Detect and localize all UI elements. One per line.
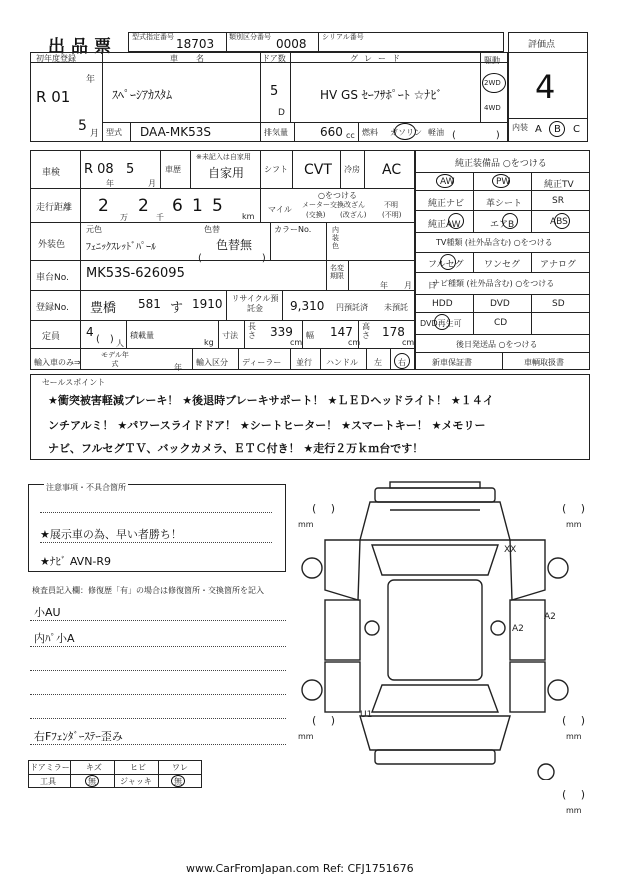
month-unit: 月	[90, 129, 100, 139]
car-name-label: 車名	[170, 54, 222, 63]
ac-label: 冷房	[344, 165, 360, 174]
mileage-opt-swap-sub: (交換)	[306, 211, 326, 219]
length-value: 339	[270, 325, 293, 339]
sales-points-label: セールスポイント	[42, 378, 106, 387]
inspector-line-6: 右Fﾌｪﾝﾀﾞｰｽﾃｰ歪み	[34, 730, 123, 743]
dims-label: 寸法	[222, 331, 238, 340]
car-name: ｽﾍﾟｰｼｱｶｽﾀﾑ	[112, 88, 173, 102]
fuel-other-bracket: ( )	[452, 130, 500, 141]
fuel-gas: ガソリン	[390, 128, 422, 137]
mileage-d1: 2	[98, 196, 109, 216]
navi-sd: SD	[552, 299, 565, 309]
navi-cd: CD	[494, 318, 508, 328]
navi-dvd-play-circle	[434, 314, 450, 330]
handle-left: 左	[374, 358, 382, 367]
model-value: DAA-MK53S	[140, 125, 211, 139]
import-label: 輸入車のみ⇒	[34, 358, 81, 367]
class-no: 0008	[276, 37, 307, 51]
shaken-label: 車検	[42, 168, 61, 178]
fuel-gas-circle	[394, 123, 416, 140]
mark-xx: XX	[504, 545, 517, 555]
equip-pw: PW	[496, 177, 511, 187]
tools-h2: キズ	[86, 763, 102, 772]
height-value: 178	[382, 325, 405, 339]
notes-line-1: ★展示車の為、早い者勝ち！	[40, 528, 182, 541]
bracket-spare: ( )	[562, 788, 586, 801]
door-suffix: D	[278, 108, 285, 118]
type-no-label: 型式指定番号	[132, 33, 174, 41]
notes-line-2: ★ﾅﾋﾞ AVN-R9	[40, 555, 112, 568]
shift-value: CVT	[304, 162, 332, 178]
tv-title: TV種類 (社外品含む) ○をつける	[436, 238, 553, 247]
equip-sr: SR	[552, 196, 564, 206]
equip-airbag: エアB	[490, 220, 515, 230]
notes-label: 注意事項・不具合箇所	[46, 483, 126, 492]
load-label: 積載量	[130, 331, 154, 340]
use-note: ※未記入は自家用	[196, 153, 251, 161]
grade-label: グレード	[350, 54, 406, 63]
score-label: 評価点	[528, 40, 556, 50]
displacement-label: 排気量	[264, 128, 288, 137]
km-unit: km	[242, 212, 255, 221]
score-value: 4	[535, 68, 556, 106]
tools-jack-value: 無	[174, 777, 182, 786]
handle-right: 右	[398, 358, 406, 367]
tv-oneseg: ワンセグ	[484, 260, 521, 270]
shaken-era: R 08	[84, 162, 114, 177]
navi-hdd: HDD	[432, 299, 453, 309]
mark-a2-center: A2	[512, 624, 524, 634]
doors-label: ドア数	[262, 54, 286, 63]
use-value: 自家用	[208, 166, 245, 180]
type-no: 18703	[176, 37, 215, 51]
inspector-label: 検査員記入欄：修復歴「有」の場合は修復箇所・交換箇所を記入	[32, 586, 264, 595]
drive-2wd-circle	[482, 73, 506, 93]
model-label: 型式	[106, 128, 122, 137]
mileage-opt-unknown: 不明	[384, 201, 398, 209]
tools-tool-value: 無	[88, 777, 96, 786]
color-no-label: カラーNo.	[274, 225, 312, 234]
car-diagram	[300, 480, 570, 780]
model-year-unit: 年	[174, 363, 182, 372]
use-label: 車歴	[165, 165, 181, 174]
shaken-month-unit: 月	[148, 179, 156, 188]
docs-title: 後日発送品 ○をつける	[456, 340, 538, 349]
mileage-opt-tamper: 改ざん	[344, 201, 365, 209]
name-change-date: 年 月 日	[380, 281, 436, 290]
width-cm: cm	[348, 338, 361, 347]
mileage-opt-mile: マイル	[268, 205, 292, 214]
import-dealer: ディーラー	[242, 358, 282, 367]
reg-kana: す	[170, 301, 184, 316]
mark-a2-right: A2	[544, 612, 556, 622]
mileage-d2: 2	[138, 196, 149, 216]
first-reg-era: R 01	[36, 88, 71, 106]
kg-unit: kg	[204, 338, 214, 347]
handle-right-circle	[394, 353, 410, 369]
navi-dvd: DVD	[490, 299, 510, 309]
inspector-line-2: 内ﾊﾟ小A	[34, 632, 75, 645]
recycle-value: 9,310	[290, 299, 325, 313]
equip-abs: ABS	[550, 217, 568, 227]
reg-num: 1910	[192, 297, 223, 311]
navi-dvd-play: DVD再生可	[420, 319, 462, 328]
mileage-opt-swap: メーター交換	[302, 201, 344, 209]
tv-fullseg-circle	[440, 254, 456, 270]
repaint-value: 色替無	[216, 238, 253, 252]
mileage-note: ○をつける	[318, 191, 357, 200]
equip-leather: 革シート	[486, 199, 523, 209]
ext-color-label: 外装色	[38, 240, 66, 250]
drive-4wd: 4WD	[484, 104, 501, 112]
recycle-none: 未預託	[384, 303, 408, 312]
interior-c: C	[573, 124, 580, 135]
mileage-opt-tamper-sub: (改ざん)	[340, 211, 367, 219]
bracket-fl: ( )	[312, 502, 336, 515]
length-cm: cm	[290, 338, 303, 347]
fuel-kei: 軽油	[428, 128, 444, 137]
mm-fr: mm	[566, 520, 582, 529]
interior-label: 内装	[512, 123, 528, 132]
mileage-d5: 5	[212, 196, 223, 216]
bracket-rl: ( )	[312, 714, 336, 727]
length-label: 長さ	[248, 322, 256, 340]
bracket-rr: ( )	[562, 714, 586, 727]
fuel-label: 燃料	[362, 128, 378, 137]
mileage-opt-unknown-sub: (不明)	[382, 211, 402, 219]
man-unit: 万	[120, 213, 128, 222]
first-reg-label: 初年度登録	[36, 54, 76, 63]
first-reg-month: 5	[78, 118, 87, 134]
thousand-unit: 千	[156, 213, 164, 222]
tools-tool-circle	[85, 775, 99, 787]
capacity-label: 定員	[42, 332, 61, 342]
drive-2wd: 2WD	[484, 79, 501, 87]
equip-title: 純正装備品 ○をつける	[455, 159, 547, 169]
serial-label: シリアル番号	[322, 33, 364, 41]
mileage-label: 走行距離	[36, 203, 73, 213]
shaken-year-unit: 年	[106, 179, 114, 188]
bracket-fr: ( )	[562, 502, 586, 515]
reg-label: 登録No.	[36, 303, 69, 313]
equip-navi: 純正ナビ	[428, 199, 465, 209]
repaint-label: 色替	[204, 225, 220, 234]
recycle-label: リサイクル預託金	[231, 294, 279, 313]
shaken-month: 5	[126, 162, 135, 177]
equip-tv: 純正TV	[544, 180, 574, 190]
equip-aero: 純正AW	[428, 220, 461, 230]
tools-h1: ドアミラー	[30, 763, 70, 772]
person-unit: 人	[116, 339, 124, 348]
mm-spare: mm	[566, 806, 582, 815]
navi-title: ナビ種類 (社外品含む) ○をつける	[432, 279, 555, 288]
mark-u1: U1	[360, 710, 373, 720]
tv-fullseg: フルセグ	[428, 260, 464, 270]
footer-url[interactable]: www.CarFromJapan.com Ref: CFJ1751676	[186, 862, 414, 875]
mileage-d4: 1	[192, 196, 203, 216]
import-class-label: 輸入区分	[196, 358, 228, 367]
docs-warranty: 新車保証書	[432, 358, 472, 367]
capacity-value: 4	[86, 325, 94, 339]
year-unit: 年	[86, 75, 96, 85]
docs-manual: 車輌取扱書	[524, 358, 564, 367]
mm-rl: mm	[298, 732, 314, 741]
page-title: 出品票	[48, 37, 117, 57]
width-value: 147	[330, 325, 353, 339]
tools-h3: ヒビ	[130, 763, 146, 772]
tv-analog: アナログ	[540, 260, 577, 270]
sales-line-3: ナビ、フルセグＴＶ、バックカメラ、ＥＴＣ付き！ ★走行２万ｋｍ台です！	[48, 442, 424, 455]
handle-label: ハンドル	[326, 358, 358, 367]
chassis-label: 車台No.	[36, 273, 69, 283]
import-parallel: 並行	[296, 358, 312, 367]
chassis-value: MK53S-626095	[86, 266, 185, 281]
shift-label: シフト	[264, 165, 288, 174]
recycle-unit: 円預託済	[336, 303, 368, 312]
tools-jack-label: ジャッキ	[120, 777, 152, 786]
height-label: 高さ	[362, 322, 370, 340]
trim-label: 内装色	[332, 226, 339, 250]
cc-unit: cc	[346, 131, 355, 140]
capacity-paren: ( )	[96, 334, 114, 345]
grade-value: HV GS ｾｰﾌｻﾎﾟｰﾄ ☆ﾅﾋﾞ	[320, 88, 443, 102]
tools-h4: ワレ	[172, 763, 188, 772]
model-year-label: モデル年式	[101, 351, 129, 368]
interior-b: B	[554, 124, 561, 135]
height-cm: cm	[402, 338, 415, 347]
mm-rr: mm	[566, 732, 582, 741]
equip-aw-circle	[436, 174, 454, 188]
equip-abs-circle	[554, 213, 570, 229]
tools-jack-circle	[171, 775, 185, 787]
sales-line-2: ンチアルミ！ ★パワースライドドア！ ★シートヒーター！ ★スマートキー！ ★メモリー	[48, 419, 486, 432]
name-change-label: 名変期限	[330, 264, 344, 280]
tools-tool-label: 工具	[40, 777, 56, 786]
mileage-d3: 6	[172, 196, 183, 216]
sales-line-1: ★衝突被害軽減ブレーキ！ ★後退時ブレーキサポート！ ★ＬＥＤヘッドライト！ ★１４イ	[48, 394, 494, 407]
interior-b-circle	[549, 121, 565, 137]
equip-airbag-circle	[502, 213, 518, 229]
reg-city: 豊橋	[90, 301, 117, 316]
orig-color-label: 元色	[86, 225, 102, 234]
drive-label: 駆動	[484, 56, 500, 65]
repaint-bracket: ( )	[198, 253, 266, 264]
ext-color-value: ﾌｪﾆｯｸｽﾚｯﾄﾞﾊﾟｰﾙ	[86, 242, 156, 253]
displacement-value: 660	[320, 125, 343, 139]
mm-fl: mm	[298, 520, 314, 529]
doors-value: 5	[270, 84, 279, 99]
interior-a: A	[535, 124, 542, 135]
equip-aw: AW	[440, 177, 455, 187]
equip-aero-circle	[448, 213, 464, 229]
class-no-label: 類別区分番号	[229, 33, 271, 41]
reg-class: 581	[138, 297, 161, 311]
width-label: 幅	[306, 331, 314, 340]
ac-value: AC	[382, 162, 402, 178]
inspector-line-1: 小AU	[34, 606, 61, 619]
equip-pw-circle	[492, 174, 510, 188]
